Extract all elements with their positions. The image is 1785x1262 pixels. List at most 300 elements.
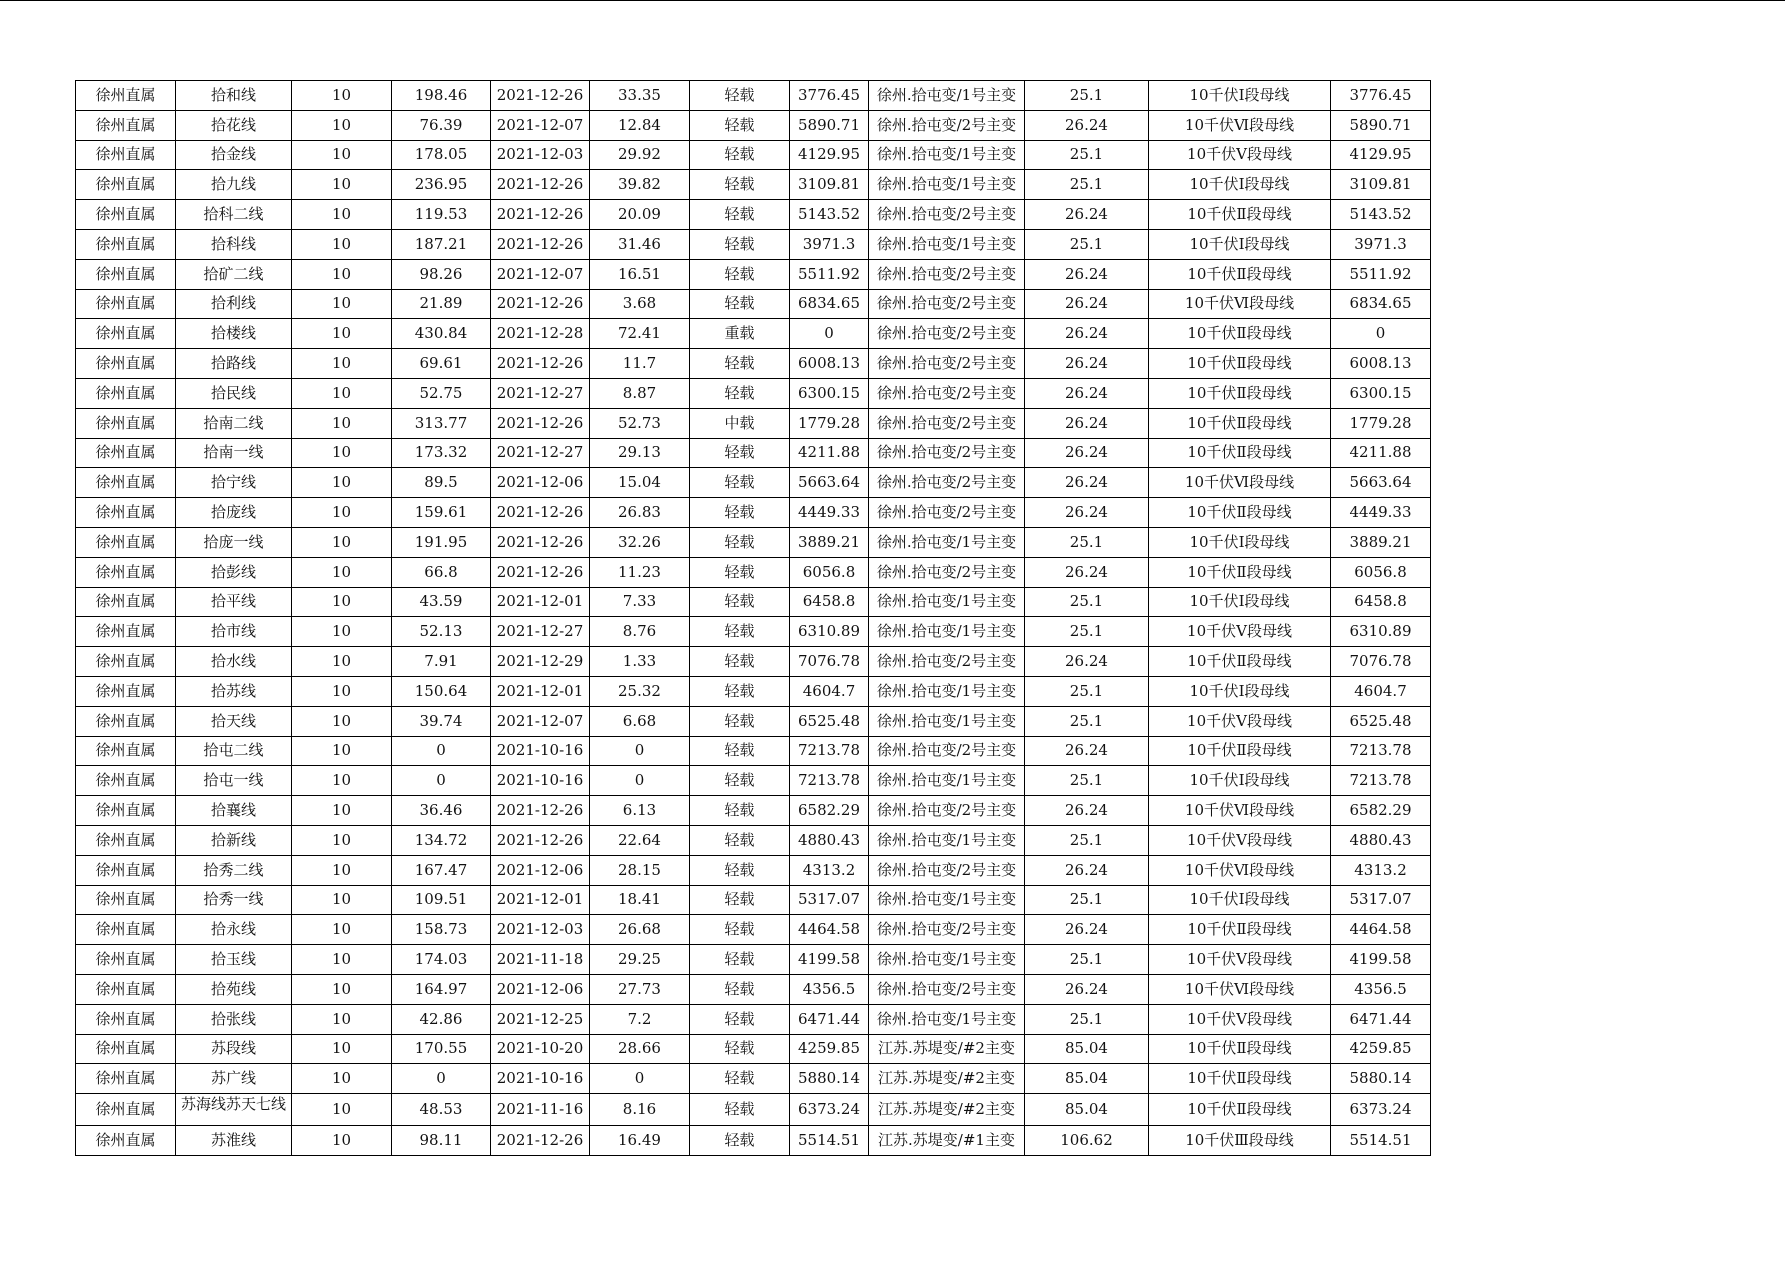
load-status-cell: 轻载 — [690, 378, 790, 408]
available-capacity-cell: 6834.65 — [790, 289, 869, 319]
available-capacity-cell: 0 — [790, 319, 869, 349]
date-cell: 2021-12-26 — [491, 825, 590, 855]
substation-transformer-cell: 徐州.拾屯变/1号主变 — [869, 81, 1025, 111]
table-row — [76, 736, 1431, 766]
company-cell: 徐州直属 — [76, 1004, 176, 1034]
table-row — [76, 110, 1431, 140]
available-capacity-cell: 3776.45 — [790, 81, 869, 111]
date-cell: 2021-12-27 — [491, 438, 590, 468]
substation-transformer-cell: 徐州.拾屯变/1号主变 — [869, 885, 1025, 915]
load-status-cell: 轻载 — [690, 289, 790, 319]
transformer-load-cell: 26.24 — [1025, 259, 1149, 289]
voltage-cell: 10 — [292, 587, 392, 617]
load-rate-cell: 15.04 — [590, 468, 690, 498]
company-cell: 徐州直属 — [76, 885, 176, 915]
available-capacity-cell: 7213.78 — [790, 766, 869, 796]
table-row — [76, 1034, 1431, 1064]
bus-section-cell: 10千伏Ⅱ段母线 — [1149, 1034, 1331, 1064]
available-capacity-cell: 4356.5 — [790, 974, 869, 1004]
load-rate-cell: 25.32 — [590, 676, 690, 706]
transformer-load-cell: 85.04 — [1025, 1094, 1149, 1126]
date-cell: 2021-12-07 — [491, 259, 590, 289]
voltage-cell: 10 — [292, 1064, 392, 1094]
current-cell: 134.72 — [392, 825, 491, 855]
remaining-capacity-cell: 6300.15 — [1331, 378, 1431, 408]
voltage-cell: 10 — [292, 557, 392, 587]
remaining-capacity-cell: 4199.58 — [1331, 945, 1431, 975]
current-cell: 150.64 — [392, 676, 491, 706]
substation-transformer-cell: 徐州.拾屯变/2号主变 — [869, 289, 1025, 319]
line-name-cell: 拾庞线 — [176, 498, 292, 528]
date-cell: 2021-12-27 — [491, 378, 590, 408]
bus-section-cell: 10千伏Ⅱ段母线 — [1149, 498, 1331, 528]
line-name-cell: 苏段线 — [176, 1034, 292, 1064]
feeder-load-table — [75, 80, 1431, 1156]
bus-section-cell: 10千伏Ⅰ段母线 — [1149, 229, 1331, 259]
bus-section-cell: 10千伏Ⅱ段母线 — [1149, 408, 1331, 438]
substation-transformer-cell: 徐州.拾屯变/2号主变 — [869, 468, 1025, 498]
line-name-cell: 拾玉线 — [176, 945, 292, 975]
available-capacity-cell: 1779.28 — [790, 408, 869, 438]
load-rate-cell: 52.73 — [590, 408, 690, 438]
transformer-load-cell: 25.1 — [1025, 1004, 1149, 1034]
line-name-cell: 拾金线 — [176, 140, 292, 170]
remaining-capacity-cell: 3971.3 — [1331, 229, 1431, 259]
current-cell: 0 — [392, 736, 491, 766]
load-rate-cell: 18.41 — [590, 885, 690, 915]
remaining-capacity-cell: 4604.7 — [1331, 676, 1431, 706]
line-name-cell: 拾民线 — [176, 378, 292, 408]
available-capacity-cell: 7076.78 — [790, 647, 869, 677]
line-name-cell: 拾九线 — [176, 170, 292, 200]
substation-transformer-cell: 徐州.拾屯变/2号主变 — [869, 557, 1025, 587]
bus-section-cell: 10千伏Ⅱ段母线 — [1149, 557, 1331, 587]
available-capacity-cell: 4259.85 — [790, 1034, 869, 1064]
bus-section-cell: 10千伏Ⅱ段母线 — [1149, 647, 1331, 677]
date-cell: 2021-12-07 — [491, 706, 590, 736]
voltage-cell: 10 — [292, 974, 392, 1004]
remaining-capacity-cell: 5317.07 — [1331, 885, 1431, 915]
line-name-cell: 拾楼线 — [176, 319, 292, 349]
available-capacity-cell: 3109.81 — [790, 170, 869, 200]
current-cell: 187.21 — [392, 229, 491, 259]
bus-section-cell: 10千伏Ⅱ段母线 — [1149, 736, 1331, 766]
remaining-capacity-cell: 7076.78 — [1331, 647, 1431, 677]
transformer-load-cell: 26.24 — [1025, 200, 1149, 230]
table-row — [76, 378, 1431, 408]
substation-transformer-cell: 徐州.拾屯变/1号主变 — [869, 825, 1025, 855]
load-status-cell: 轻载 — [690, 1004, 790, 1034]
remaining-capacity-cell: 6056.8 — [1331, 557, 1431, 587]
substation-transformer-cell: 徐州.拾屯变/1号主变 — [869, 170, 1025, 200]
voltage-cell: 10 — [292, 527, 392, 557]
remaining-capacity-cell: 6373.24 — [1331, 1094, 1431, 1126]
current-cell: 48.53 — [392, 1094, 491, 1126]
current-cell: 69.61 — [392, 349, 491, 379]
load-rate-cell: 0 — [590, 736, 690, 766]
substation-transformer-cell: 徐州.拾屯变/2号主变 — [869, 438, 1025, 468]
line-name-cell: 苏广线 — [176, 1064, 292, 1094]
voltage-cell: 10 — [292, 378, 392, 408]
company-cell: 徐州直属 — [76, 557, 176, 587]
company-cell: 徐州直属 — [76, 140, 176, 170]
current-cell: 198.46 — [392, 81, 491, 111]
date-cell: 2021-12-26 — [491, 557, 590, 587]
company-cell: 徐州直属 — [76, 81, 176, 111]
table-row — [76, 438, 1431, 468]
remaining-capacity-cell: 6008.13 — [1331, 349, 1431, 379]
bus-section-cell: 10千伏Ⅱ段母线 — [1149, 319, 1331, 349]
table-row — [76, 349, 1431, 379]
load-rate-cell: 11.7 — [590, 349, 690, 379]
voltage-cell: 10 — [292, 706, 392, 736]
load-rate-cell: 20.09 — [590, 200, 690, 230]
load-rate-cell: 28.66 — [590, 1034, 690, 1064]
date-cell: 2021-12-06 — [491, 468, 590, 498]
remaining-capacity-cell: 6471.44 — [1331, 1004, 1431, 1034]
current-cell: 66.8 — [392, 557, 491, 587]
load-rate-cell: 16.51 — [590, 259, 690, 289]
date-cell: 2021-12-01 — [491, 676, 590, 706]
table-row — [76, 766, 1431, 796]
table-row — [76, 408, 1431, 438]
available-capacity-cell: 6056.8 — [790, 557, 869, 587]
voltage-cell: 10 — [292, 170, 392, 200]
available-capacity-cell: 4449.33 — [790, 498, 869, 528]
remaining-capacity-cell: 4313.2 — [1331, 855, 1431, 885]
current-cell: 98.26 — [392, 259, 491, 289]
remaining-capacity-cell: 4449.33 — [1331, 498, 1431, 528]
table-row — [76, 1125, 1431, 1155]
load-status-cell: 轻载 — [690, 1034, 790, 1064]
load-status-cell: 轻载 — [690, 766, 790, 796]
bus-section-cell: 10千伏Ⅴ段母线 — [1149, 617, 1331, 647]
transformer-load-cell: 26.24 — [1025, 796, 1149, 826]
voltage-cell: 10 — [292, 647, 392, 677]
available-capacity-cell: 4464.58 — [790, 915, 869, 945]
remaining-capacity-cell: 5511.92 — [1331, 259, 1431, 289]
company-cell: 徐州直属 — [76, 110, 176, 140]
table-body — [76, 81, 1431, 1156]
line-name-cell: 拾苑线 — [176, 974, 292, 1004]
voltage-cell: 10 — [292, 81, 392, 111]
load-status-cell: 轻载 — [690, 170, 790, 200]
voltage-cell: 10 — [292, 825, 392, 855]
substation-transformer-cell: 徐州.拾屯变/1号主变 — [869, 229, 1025, 259]
voltage-cell: 10 — [292, 676, 392, 706]
current-cell: 109.51 — [392, 885, 491, 915]
line-name-cell: 苏淮线 — [176, 1125, 292, 1155]
load-rate-cell: 8.76 — [590, 617, 690, 647]
remaining-capacity-cell: 3109.81 — [1331, 170, 1431, 200]
bus-section-cell: 10千伏Ⅱ段母线 — [1149, 1094, 1331, 1126]
current-cell: 236.95 — [392, 170, 491, 200]
date-cell: 2021-12-29 — [491, 647, 590, 677]
substation-transformer-cell: 徐州.拾屯变/2号主变 — [869, 110, 1025, 140]
available-capacity-cell: 4129.95 — [790, 140, 869, 170]
remaining-capacity-cell: 4129.95 — [1331, 140, 1431, 170]
voltage-cell: 10 — [292, 289, 392, 319]
load-status-cell: 轻载 — [690, 796, 790, 826]
load-status-cell: 轻载 — [690, 438, 790, 468]
date-cell: 2021-12-26 — [491, 229, 590, 259]
table-row — [76, 915, 1431, 945]
remaining-capacity-cell: 3889.21 — [1331, 527, 1431, 557]
line-name-cell: 拾苏线 — [176, 676, 292, 706]
date-cell: 2021-12-26 — [491, 289, 590, 319]
remaining-capacity-cell: 5890.71 — [1331, 110, 1431, 140]
date-cell: 2021-12-03 — [491, 140, 590, 170]
date-cell: 2021-11-16 — [491, 1094, 590, 1126]
company-cell: 徐州直属 — [76, 736, 176, 766]
transformer-load-cell: 26.24 — [1025, 408, 1149, 438]
date-cell: 2021-10-16 — [491, 736, 590, 766]
table-row — [76, 557, 1431, 587]
line-name-cell: 拾科二线 — [176, 200, 292, 230]
line-name-cell: 拾水线 — [176, 647, 292, 677]
table-row — [76, 974, 1431, 1004]
company-cell: 徐州直属 — [76, 289, 176, 319]
line-name-cell: 拾张线 — [176, 1004, 292, 1034]
load-rate-cell: 31.46 — [590, 229, 690, 259]
table-row — [76, 527, 1431, 557]
available-capacity-cell: 4199.58 — [790, 945, 869, 975]
company-cell: 徐州直属 — [76, 200, 176, 230]
load-rate-cell: 33.35 — [590, 81, 690, 111]
load-rate-cell: 72.41 — [590, 319, 690, 349]
substation-transformer-cell: 江苏.苏堤变/#2主变 — [869, 1094, 1025, 1126]
load-status-cell: 轻载 — [690, 1064, 790, 1094]
table-row — [76, 289, 1431, 319]
substation-transformer-cell: 徐州.拾屯变/2号主变 — [869, 319, 1025, 349]
voltage-cell: 10 — [292, 736, 392, 766]
substation-transformer-cell: 徐州.拾屯变/2号主变 — [869, 647, 1025, 677]
date-cell: 2021-12-26 — [491, 1125, 590, 1155]
line-name-cell: 拾市线 — [176, 617, 292, 647]
bus-section-cell: 10千伏Ⅲ段母线 — [1149, 1125, 1331, 1155]
table-row — [76, 825, 1431, 855]
bus-section-cell: 10千伏Ⅰ段母线 — [1149, 587, 1331, 617]
company-cell: 徐州直属 — [76, 319, 176, 349]
substation-transformer-cell: 徐州.拾屯变/1号主变 — [869, 1004, 1025, 1034]
current-cell: 42.86 — [392, 1004, 491, 1034]
voltage-cell: 10 — [292, 408, 392, 438]
table-row — [76, 200, 1431, 230]
load-rate-cell: 26.68 — [590, 915, 690, 945]
available-capacity-cell: 4313.2 — [790, 855, 869, 885]
transformer-load-cell: 26.24 — [1025, 974, 1149, 1004]
page-top-rule — [0, 0, 1785, 1]
load-rate-cell: 7.33 — [590, 587, 690, 617]
date-cell: 2021-12-26 — [491, 408, 590, 438]
voltage-cell: 10 — [292, 1125, 392, 1155]
bus-section-cell: 10千伏Ⅵ段母线 — [1149, 289, 1331, 319]
available-capacity-cell: 5143.52 — [790, 200, 869, 230]
available-capacity-cell: 5511.92 — [790, 259, 869, 289]
remaining-capacity-cell: 4356.5 — [1331, 974, 1431, 1004]
voltage-cell: 10 — [292, 1034, 392, 1064]
remaining-capacity-cell: 7213.78 — [1331, 736, 1431, 766]
transformer-load-cell: 26.24 — [1025, 557, 1149, 587]
company-cell: 徐州直属 — [76, 498, 176, 528]
date-cell: 2021-12-26 — [491, 170, 590, 200]
load-rate-cell: 27.73 — [590, 974, 690, 1004]
current-cell: 39.74 — [392, 706, 491, 736]
substation-transformer-cell: 江苏.苏堤变/#2主变 — [869, 1034, 1025, 1064]
transformer-load-cell: 26.24 — [1025, 855, 1149, 885]
available-capacity-cell: 4604.7 — [790, 676, 869, 706]
current-cell: 36.46 — [392, 796, 491, 826]
line-name-cell: 拾花线 — [176, 110, 292, 140]
transformer-load-cell: 25.1 — [1025, 766, 1149, 796]
voltage-cell: 10 — [292, 229, 392, 259]
current-cell: 52.13 — [392, 617, 491, 647]
table-row — [76, 319, 1431, 349]
load-rate-cell: 0 — [590, 1064, 690, 1094]
available-capacity-cell: 5880.14 — [790, 1064, 869, 1094]
company-cell: 徐州直属 — [76, 945, 176, 975]
transformer-load-cell: 25.1 — [1025, 825, 1149, 855]
load-status-cell: 轻载 — [690, 468, 790, 498]
table-row — [76, 796, 1431, 826]
bus-section-cell: 10千伏Ⅱ段母线 — [1149, 1064, 1331, 1094]
available-capacity-cell: 3971.3 — [790, 229, 869, 259]
company-cell: 徐州直属 — [76, 1064, 176, 1094]
current-cell: 430.84 — [392, 319, 491, 349]
load-status-cell: 轻载 — [690, 110, 790, 140]
bus-section-cell: 10千伏Ⅰ段母线 — [1149, 885, 1331, 915]
substation-transformer-cell: 徐州.拾屯变/2号主变 — [869, 915, 1025, 945]
transformer-load-cell: 25.1 — [1025, 229, 1149, 259]
load-rate-cell: 29.25 — [590, 945, 690, 975]
load-rate-cell: 11.23 — [590, 557, 690, 587]
load-rate-cell: 32.26 — [590, 527, 690, 557]
load-rate-cell: 22.64 — [590, 825, 690, 855]
substation-transformer-cell: 徐州.拾屯变/1号主变 — [869, 945, 1025, 975]
line-name-cell: 拾南二线 — [176, 408, 292, 438]
remaining-capacity-cell: 4464.58 — [1331, 915, 1431, 945]
available-capacity-cell: 5514.51 — [790, 1125, 869, 1155]
table-row — [76, 855, 1431, 885]
transformer-load-cell: 26.24 — [1025, 736, 1149, 766]
transformer-load-cell: 26.24 — [1025, 915, 1149, 945]
remaining-capacity-cell: 5880.14 — [1331, 1064, 1431, 1094]
bus-section-cell: 10千伏Ⅱ段母线 — [1149, 378, 1331, 408]
voltage-cell: 10 — [292, 766, 392, 796]
available-capacity-cell: 6310.89 — [790, 617, 869, 647]
line-name-cell: 拾利线 — [176, 289, 292, 319]
table-row — [76, 1094, 1431, 1126]
remaining-capacity-cell: 6582.29 — [1331, 796, 1431, 826]
available-capacity-cell: 4880.43 — [790, 825, 869, 855]
bus-section-cell: 10千伏Ⅴ段母线 — [1149, 140, 1331, 170]
company-cell: 徐州直属 — [76, 647, 176, 677]
company-cell: 徐州直属 — [76, 259, 176, 289]
load-status-cell: 轻载 — [690, 647, 790, 677]
substation-transformer-cell: 徐州.拾屯变/1号主变 — [869, 766, 1025, 796]
transformer-load-cell: 26.24 — [1025, 498, 1149, 528]
substation-transformer-cell: 徐州.拾屯变/2号主变 — [869, 736, 1025, 766]
load-status-cell: 中载 — [690, 408, 790, 438]
available-capacity-cell: 6471.44 — [790, 1004, 869, 1034]
transformer-load-cell: 26.24 — [1025, 289, 1149, 319]
voltage-cell: 10 — [292, 945, 392, 975]
date-cell: 2021-12-07 — [491, 110, 590, 140]
date-cell: 2021-12-06 — [491, 855, 590, 885]
load-status-cell: 轻载 — [690, 974, 790, 1004]
substation-transformer-cell: 徐州.拾屯变/2号主变 — [869, 408, 1025, 438]
company-cell: 徐州直属 — [76, 468, 176, 498]
line-name-cell: 拾和线 — [176, 81, 292, 111]
bus-section-cell: 10千伏Ⅱ段母线 — [1149, 200, 1331, 230]
transformer-load-cell: 26.24 — [1025, 349, 1149, 379]
current-cell: 159.61 — [392, 498, 491, 528]
table-row — [76, 587, 1431, 617]
current-cell: 170.55 — [392, 1034, 491, 1064]
current-cell: 178.05 — [392, 140, 491, 170]
remaining-capacity-cell: 6458.8 — [1331, 587, 1431, 617]
bus-section-cell: 10千伏Ⅵ段母线 — [1149, 110, 1331, 140]
transformer-load-cell: 25.1 — [1025, 587, 1149, 617]
line-name-cell: 拾科线 — [176, 229, 292, 259]
company-cell: 徐州直属 — [76, 1125, 176, 1155]
load-status-cell: 轻载 — [690, 587, 790, 617]
current-cell: 0 — [392, 766, 491, 796]
voltage-cell: 10 — [292, 1094, 392, 1126]
company-cell: 徐州直属 — [76, 855, 176, 885]
load-status-cell: 轻载 — [690, 736, 790, 766]
voltage-cell: 10 — [292, 1004, 392, 1034]
company-cell: 徐州直属 — [76, 587, 176, 617]
transformer-load-cell: 106.62 — [1025, 1125, 1149, 1155]
load-status-cell: 轻载 — [690, 825, 790, 855]
transformer-load-cell: 25.1 — [1025, 527, 1149, 557]
company-cell: 徐州直属 — [76, 1094, 176, 1126]
company-cell: 徐州直属 — [76, 1034, 176, 1064]
date-cell: 2021-12-25 — [491, 1004, 590, 1034]
transformer-load-cell: 25.1 — [1025, 945, 1149, 975]
transformer-load-cell: 26.24 — [1025, 438, 1149, 468]
line-name-cell: 拾彭线 — [176, 557, 292, 587]
load-rate-cell: 8.16 — [590, 1094, 690, 1126]
company-cell: 徐州直属 — [76, 378, 176, 408]
available-capacity-cell: 6300.15 — [790, 378, 869, 408]
date-cell: 2021-12-01 — [491, 885, 590, 915]
current-cell: 21.89 — [392, 289, 491, 319]
remaining-capacity-cell: 6310.89 — [1331, 617, 1431, 647]
line-name-cell: 拾矿二线 — [176, 259, 292, 289]
company-cell: 徐州直属 — [76, 170, 176, 200]
company-cell: 徐州直属 — [76, 825, 176, 855]
table-row — [76, 170, 1431, 200]
load-status-cell: 轻载 — [690, 885, 790, 915]
line-name-cell: 拾宁线 — [176, 468, 292, 498]
load-status-cell: 轻载 — [690, 855, 790, 885]
load-rate-cell: 6.13 — [590, 796, 690, 826]
bus-section-cell: 10千伏Ⅴ段母线 — [1149, 1004, 1331, 1034]
company-cell: 徐州直属 — [76, 527, 176, 557]
bus-section-cell: 10千伏Ⅱ段母线 — [1149, 259, 1331, 289]
substation-transformer-cell: 徐州.拾屯变/1号主变 — [869, 527, 1025, 557]
line-name-cell: 拾天线 — [176, 706, 292, 736]
load-status-cell: 轻载 — [690, 229, 790, 259]
line-name-cell: 拾秀二线 — [176, 855, 292, 885]
substation-transformer-cell: 徐州.拾屯变/2号主变 — [869, 200, 1025, 230]
current-cell: 52.75 — [392, 378, 491, 408]
bus-section-cell: 10千伏Ⅵ段母线 — [1149, 855, 1331, 885]
load-status-cell: 轻载 — [690, 200, 790, 230]
voltage-cell: 10 — [292, 796, 392, 826]
